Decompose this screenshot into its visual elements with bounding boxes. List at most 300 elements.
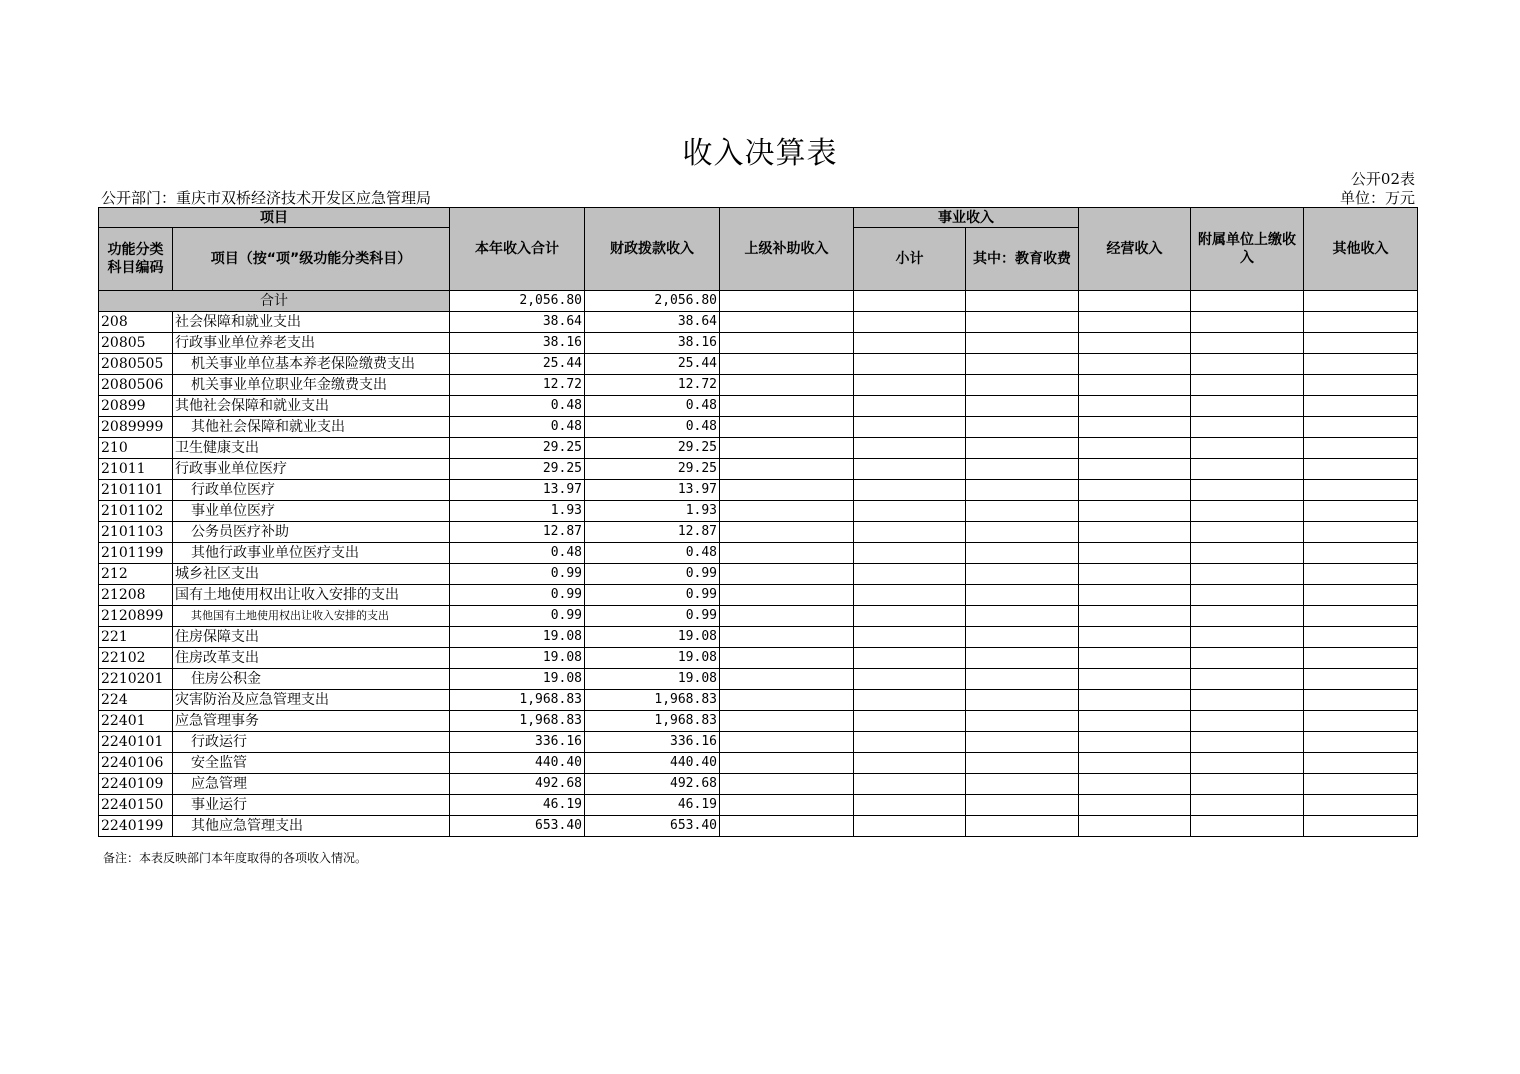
- empty-cell: [720, 459, 854, 480]
- row-fiscal-allocation: 46.19: [585, 795, 720, 816]
- empty-cell: [720, 606, 854, 627]
- row-code: 21208: [99, 585, 173, 606]
- empty-cell: [966, 480, 1079, 501]
- row-fiscal-allocation: 336.16: [585, 732, 720, 753]
- empty-cell: [966, 627, 1079, 648]
- empty-cell: [720, 312, 854, 333]
- row-fiscal-allocation: 12.87: [585, 522, 720, 543]
- empty-cell: [720, 669, 854, 690]
- empty-cell: [854, 396, 966, 417]
- empty-cell: [966, 438, 1079, 459]
- empty-cell: [1079, 291, 1191, 312]
- row-total-income: 38.64: [450, 312, 585, 333]
- row-name: 其他国有土地使用权出让收入安排的支出: [173, 606, 450, 627]
- row-total-income: 0.48: [450, 543, 585, 564]
- row-name: 行政单位医疗: [173, 480, 450, 501]
- empty-cell: [1079, 795, 1191, 816]
- empty-cell: [720, 795, 854, 816]
- row-name: 行政运行: [173, 732, 450, 753]
- empty-cell: [854, 690, 966, 711]
- row-code: 208: [99, 312, 173, 333]
- empty-cell: [966, 375, 1079, 396]
- row-code: 22401: [99, 711, 173, 732]
- empty-cell: [1191, 585, 1304, 606]
- row-name: 城乡社区支出: [173, 564, 450, 585]
- empty-cell: [720, 291, 854, 312]
- row-name: 其他行政事业单位医疗支出: [173, 543, 450, 564]
- empty-cell: [966, 774, 1079, 795]
- empty-cell: [854, 753, 966, 774]
- empty-cell: [966, 795, 1079, 816]
- empty-cell: [966, 312, 1079, 333]
- department-label: 公开部门：重庆市双桥经济技术开发区应急管理局: [101, 189, 432, 207]
- row-name: 应急管理事务: [173, 711, 450, 732]
- empty-cell: [1191, 375, 1304, 396]
- empty-cell: [1304, 711, 1418, 732]
- empty-cell: [1079, 669, 1191, 690]
- row-code: 2240106: [99, 753, 173, 774]
- empty-cell: [854, 795, 966, 816]
- table-row: [99, 627, 1418, 648]
- row-total-income: 38.16: [450, 333, 585, 354]
- header-fiscal-allocation: 财政拨款收入: [585, 208, 720, 291]
- row-code: 2120899: [99, 606, 173, 627]
- row-code: 2240199: [99, 816, 173, 837]
- row-fiscal-allocation: 29.25: [585, 459, 720, 480]
- empty-cell: [1304, 543, 1418, 564]
- row-fiscal-allocation: 0.48: [585, 417, 720, 438]
- total-income-cell: 2,056.80: [450, 291, 585, 312]
- header-func-code: 功能分类科目编码: [99, 228, 173, 291]
- row-fiscal-allocation: 0.99: [585, 606, 720, 627]
- empty-cell: [1304, 417, 1418, 438]
- empty-cell: [1304, 291, 1418, 312]
- row-fiscal-allocation: 0.48: [585, 396, 720, 417]
- row-total-income: 336.16: [450, 732, 585, 753]
- empty-cell: [1191, 648, 1304, 669]
- table-row: [99, 522, 1418, 543]
- empty-cell: [1191, 774, 1304, 795]
- empty-cell: [1304, 354, 1418, 375]
- empty-cell: [1304, 627, 1418, 648]
- empty-cell: [720, 396, 854, 417]
- empty-cell: [966, 417, 1079, 438]
- empty-cell: [966, 543, 1079, 564]
- empty-cell: [966, 606, 1079, 627]
- row-fiscal-allocation: 1,968.83: [585, 690, 720, 711]
- empty-cell: [1079, 375, 1191, 396]
- row-total-income: 12.87: [450, 522, 585, 543]
- empty-cell: [1191, 606, 1304, 627]
- empty-cell: [966, 669, 1079, 690]
- table-row: [99, 354, 1418, 375]
- empty-cell: [1191, 816, 1304, 837]
- empty-cell: [720, 333, 854, 354]
- row-fiscal-allocation: 653.40: [585, 816, 720, 837]
- table-row: [99, 417, 1418, 438]
- empty-cell: [1304, 333, 1418, 354]
- empty-cell: [854, 816, 966, 837]
- empty-cell: [1191, 564, 1304, 585]
- header-business-group: 事业收入: [854, 208, 1079, 228]
- table-row: [99, 396, 1418, 417]
- row-name: 行政事业单位养老支出: [173, 333, 450, 354]
- empty-cell: [720, 648, 854, 669]
- row-fiscal-allocation: 12.72: [585, 375, 720, 396]
- row-code: 2080505: [99, 354, 173, 375]
- empty-cell: [1304, 375, 1418, 396]
- row-code: 2101102: [99, 501, 173, 522]
- table-row: [99, 795, 1418, 816]
- row-total-income: 653.40: [450, 816, 585, 837]
- empty-cell: [966, 816, 1079, 837]
- table-row: [99, 438, 1418, 459]
- empty-cell: [854, 732, 966, 753]
- row-code: 2101199: [99, 543, 173, 564]
- empty-cell: [854, 648, 966, 669]
- table-row: [99, 711, 1418, 732]
- empty-cell: [966, 648, 1079, 669]
- empty-cell: [720, 585, 854, 606]
- row-total-income: 13.97: [450, 480, 585, 501]
- empty-cell: [1191, 795, 1304, 816]
- table-row: [99, 585, 1418, 606]
- unit-label: 单位：万元: [1339, 189, 1415, 207]
- table-row: [99, 690, 1418, 711]
- table-row: [99, 501, 1418, 522]
- empty-cell: [1304, 312, 1418, 333]
- row-code: 21011: [99, 459, 173, 480]
- footnote: 备注：本表反映部门本年度取得的各项收入情况。: [103, 851, 368, 865]
- table-row: [99, 564, 1418, 585]
- empty-cell: [854, 438, 966, 459]
- empty-cell: [1079, 753, 1191, 774]
- row-code: 2080506: [99, 375, 173, 396]
- header-project-name: 项目（按“项”级功能分类科目）: [173, 228, 450, 291]
- row-total-income: 0.48: [450, 396, 585, 417]
- empty-cell: [854, 417, 966, 438]
- row-total-income: 29.25: [450, 438, 585, 459]
- row-name: 社会保障和就业支出: [173, 312, 450, 333]
- empty-cell: [1079, 354, 1191, 375]
- empty-cell: [1191, 396, 1304, 417]
- row-fiscal-allocation: 1.93: [585, 501, 720, 522]
- empty-cell: [966, 753, 1079, 774]
- empty-cell: [1079, 774, 1191, 795]
- empty-cell: [1304, 480, 1418, 501]
- empty-cell: [1191, 312, 1304, 333]
- row-code: 221: [99, 627, 173, 648]
- empty-cell: [854, 522, 966, 543]
- table-row: [99, 333, 1418, 354]
- row-total-income: 440.40: [450, 753, 585, 774]
- empty-cell: [966, 396, 1079, 417]
- table-row: [99, 648, 1418, 669]
- total-row: [99, 291, 1418, 312]
- empty-cell: [1191, 669, 1304, 690]
- empty-cell: [1304, 459, 1418, 480]
- table-row: [99, 459, 1418, 480]
- row-code: 2210201: [99, 669, 173, 690]
- empty-cell: [1079, 690, 1191, 711]
- empty-cell: [1191, 711, 1304, 732]
- row-fiscal-allocation: 25.44: [585, 354, 720, 375]
- empty-cell: [1191, 480, 1304, 501]
- table-row: [99, 732, 1418, 753]
- empty-cell: [966, 690, 1079, 711]
- empty-cell: [1304, 501, 1418, 522]
- empty-cell: [854, 375, 966, 396]
- empty-cell: [966, 732, 1079, 753]
- empty-cell: [1191, 543, 1304, 564]
- row-total-income: 0.99: [450, 585, 585, 606]
- row-name: 事业单位医疗: [173, 501, 450, 522]
- header-education-fee: 其中：教育收费: [966, 228, 1079, 291]
- empty-cell: [1079, 627, 1191, 648]
- empty-cell: [1191, 417, 1304, 438]
- empty-cell: [854, 354, 966, 375]
- row-total-income: 25.44: [450, 354, 585, 375]
- empty-cell: [966, 585, 1079, 606]
- table-row: [99, 774, 1418, 795]
- empty-cell: [1304, 522, 1418, 543]
- row-name: 卫生健康支出: [173, 438, 450, 459]
- income-table: [98, 207, 1418, 837]
- empty-cell: [1079, 312, 1191, 333]
- empty-cell: [1079, 732, 1191, 753]
- table-row: [99, 480, 1418, 501]
- header-affiliated-payment: 附属单位上缴收入: [1191, 208, 1304, 291]
- empty-cell: [1079, 564, 1191, 585]
- row-fiscal-allocation: 0.48: [585, 543, 720, 564]
- empty-cell: [1079, 543, 1191, 564]
- row-total-income: 19.08: [450, 648, 585, 669]
- empty-cell: [854, 459, 966, 480]
- total-fiscal-cell: 2,056.80: [585, 291, 720, 312]
- empty-cell: [854, 291, 966, 312]
- header-total-income: 本年收入合计: [450, 208, 585, 291]
- empty-cell: [1079, 501, 1191, 522]
- row-total-income: 0.99: [450, 606, 585, 627]
- empty-cell: [720, 732, 854, 753]
- empty-cell: [854, 543, 966, 564]
- total-label: 合计: [99, 291, 450, 312]
- empty-cell: [720, 711, 854, 732]
- empty-cell: [1304, 585, 1418, 606]
- row-code: 2101103: [99, 522, 173, 543]
- row-total-income: 1,968.83: [450, 711, 585, 732]
- table-row: [99, 543, 1418, 564]
- empty-cell: [854, 585, 966, 606]
- empty-cell: [1079, 522, 1191, 543]
- row-fiscal-allocation: 19.08: [585, 648, 720, 669]
- row-total-income: 1,968.83: [450, 690, 585, 711]
- row-name: 其他社会保障和就业支出: [173, 396, 450, 417]
- row-code: 20899: [99, 396, 173, 417]
- empty-cell: [1079, 480, 1191, 501]
- row-fiscal-allocation: 492.68: [585, 774, 720, 795]
- empty-cell: [1304, 438, 1418, 459]
- empty-cell: [720, 417, 854, 438]
- empty-cell: [1079, 606, 1191, 627]
- empty-cell: [966, 711, 1079, 732]
- empty-cell: [1191, 753, 1304, 774]
- row-code: 22102: [99, 648, 173, 669]
- empty-cell: [854, 774, 966, 795]
- empty-cell: [854, 627, 966, 648]
- row-name: 灾害防治及应急管理支出: [173, 690, 450, 711]
- empty-cell: [1079, 711, 1191, 732]
- row-total-income: 12.72: [450, 375, 585, 396]
- empty-cell: [1079, 816, 1191, 837]
- row-fiscal-allocation: 19.08: [585, 669, 720, 690]
- empty-cell: [1079, 396, 1191, 417]
- empty-cell: [720, 375, 854, 396]
- empty-cell: [1304, 648, 1418, 669]
- empty-cell: [1191, 732, 1304, 753]
- empty-cell: [966, 564, 1079, 585]
- empty-cell: [1079, 417, 1191, 438]
- empty-cell: [1191, 354, 1304, 375]
- table-row: [99, 312, 1418, 333]
- empty-cell: [966, 354, 1079, 375]
- row-name: 公务员医疗补助: [173, 522, 450, 543]
- empty-cell: [720, 627, 854, 648]
- empty-cell: [854, 669, 966, 690]
- empty-cell: [1304, 753, 1418, 774]
- table-row: [99, 606, 1418, 627]
- empty-cell: [720, 690, 854, 711]
- empty-cell: [966, 501, 1079, 522]
- empty-cell: [720, 438, 854, 459]
- empty-cell: [854, 564, 966, 585]
- row-code: 212: [99, 564, 173, 585]
- empty-cell: [1191, 291, 1304, 312]
- form-code: 公开02表: [1350, 170, 1415, 188]
- header-operating-income: 经营收入: [1079, 208, 1191, 291]
- row-code: 2101101: [99, 480, 173, 501]
- row-total-income: 46.19: [450, 795, 585, 816]
- empty-cell: [1304, 606, 1418, 627]
- empty-cell: [720, 480, 854, 501]
- row-name: 行政事业单位医疗: [173, 459, 450, 480]
- row-name: 住房保障支出: [173, 627, 450, 648]
- row-total-income: 1.93: [450, 501, 585, 522]
- header-project-group: 项目: [99, 208, 450, 228]
- empty-cell: [1304, 564, 1418, 585]
- header-other-income: 其他收入: [1304, 208, 1418, 291]
- empty-cell: [854, 312, 966, 333]
- row-code: 20805: [99, 333, 173, 354]
- row-code: 2240109: [99, 774, 173, 795]
- empty-cell: [1304, 690, 1418, 711]
- row-total-income: 492.68: [450, 774, 585, 795]
- table-row: [99, 669, 1418, 690]
- empty-cell: [1191, 333, 1304, 354]
- table-row: [99, 375, 1418, 396]
- table-row: [99, 753, 1418, 774]
- row-total-income: 29.25: [450, 459, 585, 480]
- row-fiscal-allocation: 13.97: [585, 480, 720, 501]
- empty-cell: [966, 291, 1079, 312]
- empty-cell: [966, 522, 1079, 543]
- empty-cell: [854, 501, 966, 522]
- empty-cell: [1079, 585, 1191, 606]
- empty-cell: [1191, 627, 1304, 648]
- empty-cell: [966, 333, 1079, 354]
- row-name: 机关事业单位职业年金缴费支出: [173, 375, 450, 396]
- empty-cell: [720, 816, 854, 837]
- row-total-income: 0.99: [450, 564, 585, 585]
- empty-cell: [720, 564, 854, 585]
- empty-cell: [720, 501, 854, 522]
- header-subtotal: 小计: [854, 228, 966, 291]
- page-title: 收入决算表: [682, 136, 838, 171]
- empty-cell: [1191, 459, 1304, 480]
- row-total-income: 19.08: [450, 669, 585, 690]
- empty-cell: [720, 522, 854, 543]
- empty-cell: [1079, 648, 1191, 669]
- empty-cell: [1304, 795, 1418, 816]
- empty-cell: [1304, 732, 1418, 753]
- row-name: 其他应急管理支出: [173, 816, 450, 837]
- row-code: 2240101: [99, 732, 173, 753]
- empty-cell: [1079, 333, 1191, 354]
- empty-cell: [720, 354, 854, 375]
- row-fiscal-allocation: 1,968.83: [585, 711, 720, 732]
- empty-cell: [1191, 438, 1304, 459]
- row-name: 安全监管: [173, 753, 450, 774]
- row-fiscal-allocation: 38.16: [585, 333, 720, 354]
- empty-cell: [854, 333, 966, 354]
- row-fiscal-allocation: 440.40: [585, 753, 720, 774]
- empty-cell: [720, 753, 854, 774]
- row-name: 住房公积金: [173, 669, 450, 690]
- row-name: 其他社会保障和就业支出: [173, 417, 450, 438]
- empty-cell: [1079, 438, 1191, 459]
- row-code: 2240150: [99, 795, 173, 816]
- row-code: 2089999: [99, 417, 173, 438]
- empty-cell: [854, 606, 966, 627]
- row-name: 机关事业单位基本养老保险缴费支出: [173, 354, 450, 375]
- empty-cell: [1079, 459, 1191, 480]
- row-fiscal-allocation: 38.64: [585, 312, 720, 333]
- empty-cell: [854, 480, 966, 501]
- row-name: 应急管理: [173, 774, 450, 795]
- row-name: 国有土地使用权出让收入安排的支出: [173, 585, 450, 606]
- empty-cell: [1304, 396, 1418, 417]
- empty-cell: [966, 459, 1079, 480]
- row-fiscal-allocation: 19.08: [585, 627, 720, 648]
- row-name: 住房改革支出: [173, 648, 450, 669]
- empty-cell: [720, 543, 854, 564]
- empty-cell: [720, 774, 854, 795]
- row-fiscal-allocation: 0.99: [585, 564, 720, 585]
- empty-cell: [854, 711, 966, 732]
- row-name: 事业运行: [173, 795, 450, 816]
- empty-cell: [1304, 816, 1418, 837]
- row-total-income: 0.48: [450, 417, 585, 438]
- row-code: 224: [99, 690, 173, 711]
- row-fiscal-allocation: 29.25: [585, 438, 720, 459]
- empty-cell: [1191, 522, 1304, 543]
- empty-cell: [1191, 690, 1304, 711]
- table-row: [99, 816, 1418, 837]
- row-code: 210: [99, 438, 173, 459]
- header-superior-subsidy: 上级补助收入: [720, 208, 854, 291]
- empty-cell: [1304, 774, 1418, 795]
- row-total-income: 19.08: [450, 627, 585, 648]
